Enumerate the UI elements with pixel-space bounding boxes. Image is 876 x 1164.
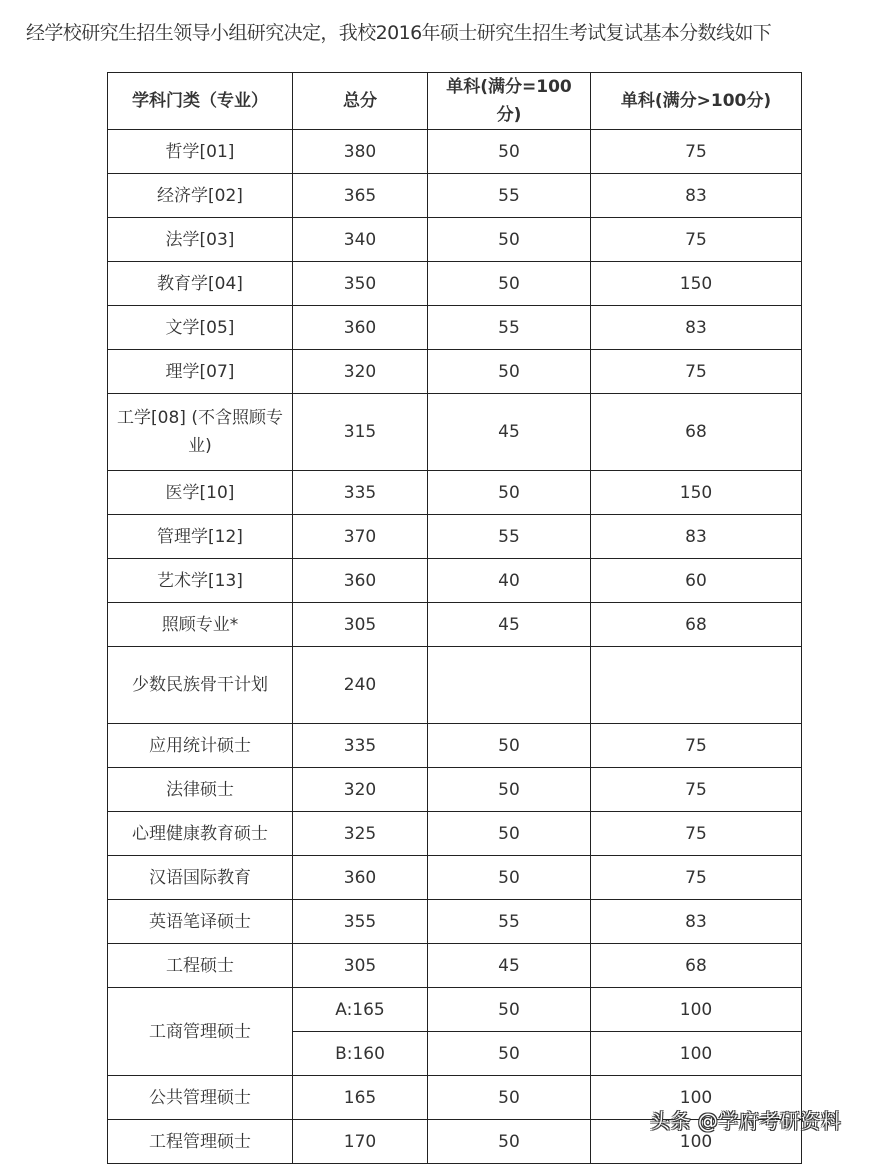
total-cell: 380 [293,130,428,174]
watermark: 头条 @学府考研资料 [650,1109,842,1133]
subject-cell: 文学[05] [108,306,293,350]
table-row [108,306,802,350]
table-row [108,350,802,394]
subject-cell: 工程硕士 [108,944,293,988]
single-gt100-cell: 100 [591,1120,802,1164]
table-row [108,515,802,559]
total-cell: 240 [293,647,428,724]
subject-cell: 应用统计硕士 [108,724,293,768]
total-cell: 320 [293,768,428,812]
single-100-cell: 40 [428,559,591,603]
total-cell: 360 [293,856,428,900]
single-100-cell: 50 [428,1076,591,1120]
subject-cell: 法律硕士 [108,768,293,812]
single-gt100-cell: 83 [591,900,802,944]
total-cell: B:160 [293,1032,428,1076]
subject-cell: 管理学[12] [108,515,293,559]
single-100-cell: 50 [428,768,591,812]
total-cell: 170 [293,1120,428,1164]
subject-cell: 工商管理硕士 [108,988,293,1076]
subject-cell: 医学[10] [108,471,293,515]
total-cell: 355 [293,900,428,944]
single-gt100-cell: 83 [591,306,802,350]
single-100-cell: 50 [428,1032,591,1076]
score-table [107,72,802,1164]
single-gt100-cell: 75 [591,350,802,394]
subject-cell: 少数民族骨干计划 [108,647,293,724]
table-row [108,130,802,174]
table-row [108,988,802,1032]
single-gt100-cell: 75 [591,218,802,262]
subject-cell: 理学[07] [108,350,293,394]
table-row [108,218,802,262]
single-100-cell: 55 [428,306,591,350]
single-gt100-cell: 68 [591,603,802,647]
single-100-cell: 50 [428,856,591,900]
single-100-cell: 45 [428,944,591,988]
subject-cell: 法学[03] [108,218,293,262]
single-gt100-cell: 60 [591,559,802,603]
single-100-cell: 45 [428,603,591,647]
total-cell: 335 [293,724,428,768]
single-100-cell: 50 [428,812,591,856]
total-cell: 340 [293,218,428,262]
single-100-cell: 50 [428,1120,591,1164]
table-row [108,856,802,900]
subject-cell: 工学[08] (不含照顾专业) [108,394,293,471]
table-row [108,812,802,856]
subject-cell: 照顾专业* [108,603,293,647]
total-cell: 165 [293,1076,428,1120]
single-gt100-cell: 83 [591,515,802,559]
total-cell: 320 [293,350,428,394]
table-row [108,559,802,603]
subject-cell: 英语笔译硕士 [108,900,293,944]
single-100-cell: 50 [428,130,591,174]
total-cell: 335 [293,471,428,515]
table-row [108,174,802,218]
table-row [108,262,802,306]
table-row [108,900,802,944]
single-gt100-cell: 150 [591,262,802,306]
single-gt100-cell: 68 [591,944,802,988]
single-gt100-cell: 75 [591,812,802,856]
total-cell: 370 [293,515,428,559]
subject-cell: 公共管理硕士 [108,1076,293,1120]
subject-cell: 哲学[01] [108,130,293,174]
table-row [108,471,802,515]
single-100-cell: 55 [428,174,591,218]
total-cell: 325 [293,812,428,856]
total-cell: 360 [293,306,428,350]
header-single-gt100: 单科(满分>100分) [591,73,802,130]
table-row [108,647,802,724]
subject-cell: 经济学[02] [108,174,293,218]
single-gt100-cell: 75 [591,768,802,812]
single-100-cell: 50 [428,350,591,394]
total-cell: 365 [293,174,428,218]
single-gt100-cell: 83 [591,174,802,218]
table-row [108,768,802,812]
single-gt100-cell: 100 [591,1032,802,1076]
single-gt100-cell: 68 [591,394,802,471]
table-header-row [108,73,802,130]
total-cell: 315 [293,394,428,471]
single-100-cell: 55 [428,515,591,559]
single-100-cell: 45 [428,394,591,471]
single-gt100-cell [591,647,802,724]
subject-cell: 心理健康教育硕士 [108,812,293,856]
single-gt100-cell: 75 [591,724,802,768]
total-cell: 350 [293,262,428,306]
table-row [108,724,802,768]
single-100-cell: 55 [428,900,591,944]
total-cell: 360 [293,559,428,603]
subject-cell: 艺术学[13] [108,559,293,603]
table-row [108,603,802,647]
single-gt100-cell: 100 [591,1076,802,1120]
single-100-cell [428,647,591,724]
header-subject: 学科门类（专业） [108,73,293,130]
single-gt100-cell: 100 [591,988,802,1032]
table-row [108,944,802,988]
header-total: 总分 [293,73,428,130]
subject-cell: 工程管理硕士 [108,1120,293,1164]
total-cell: 305 [293,603,428,647]
single-gt100-cell: 75 [591,130,802,174]
single-gt100-cell: 150 [591,471,802,515]
single-100-cell: 50 [428,262,591,306]
intro-text: 经学校研究生招生领导小组研究决定，我校2016年硕士研究生招生考试复试基本分数线如下 [26,22,772,44]
single-100-cell: 50 [428,988,591,1032]
single-100-cell: 50 [428,218,591,262]
subject-cell: 教育学[04] [108,262,293,306]
single-gt100-cell: 75 [591,856,802,900]
header-single-100: 单科(满分=100分) [428,73,591,130]
total-cell: A:165 [293,988,428,1032]
single-100-cell: 50 [428,471,591,515]
single-100-cell: 50 [428,724,591,768]
total-cell: 305 [293,944,428,988]
table-row [108,394,802,471]
subject-cell: 汉语国际教育 [108,856,293,900]
